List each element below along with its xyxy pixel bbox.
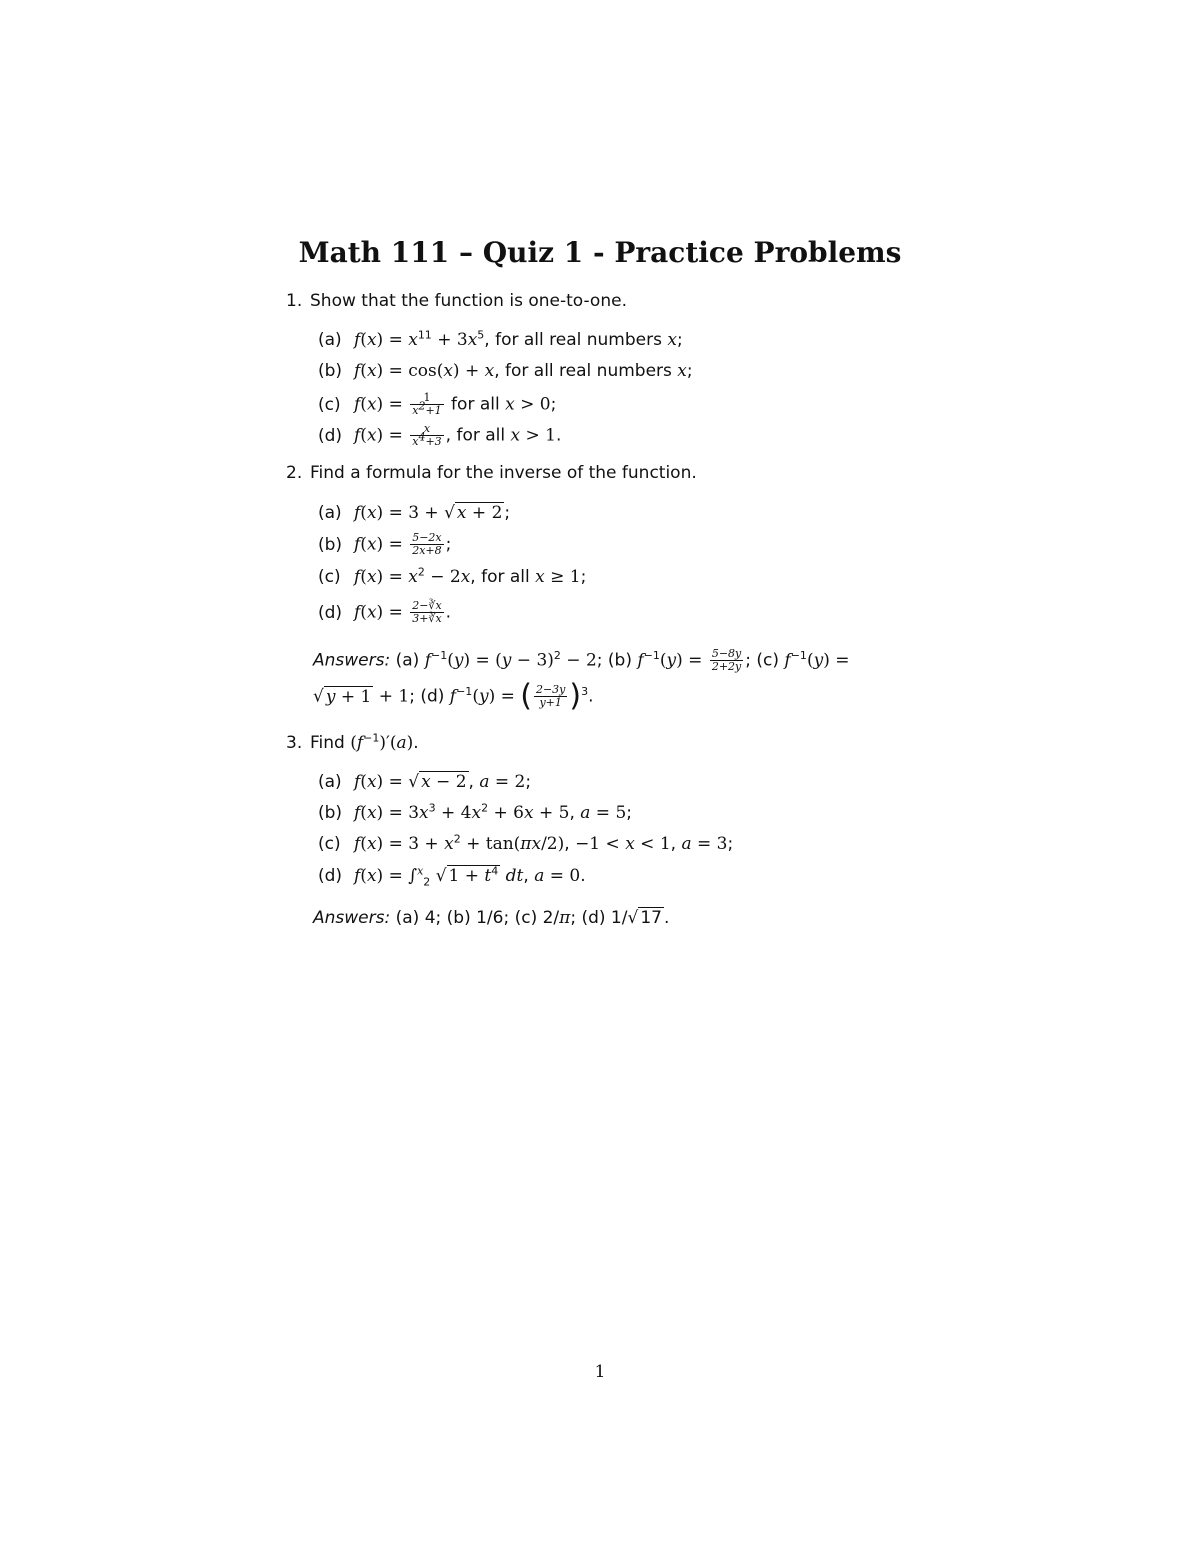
problem-2c: (c) $f(x) = x^2 - 2x$, for all x ≥ 1; xyxy=(318,565,587,587)
problem-2-prompt: 2. Find a formula for the inverse of the function. xyxy=(286,463,697,483)
page-title: Math 111 – Quiz 1 - Practice Problems xyxy=(298,236,902,269)
problem-3b: (b) $f(x) = 3x^3 + 4x^2 + 6x + 5$, a = 5; xyxy=(318,801,632,823)
problem-3a: (a) f(x) = √ x − 2 , a = 2; xyxy=(318,772,532,792)
problem-1c: (c) f(x) = $\frac{1}{x^2+1}$ for all x > 0; xyxy=(318,391,557,417)
problem-3-prompt: 3. Find $(f^{-1})'(a)$. xyxy=(286,731,419,753)
problem-1d: (d) f(x) = $\frac{x}{x^4+3}$ , for all x > 1. xyxy=(318,422,562,448)
problem-2a: (a) f(x) = 3 + √ x + 2 ; xyxy=(318,503,511,523)
problem-1-prompt: 1. Show that the function is one-to-one. xyxy=(286,291,627,311)
problem-2b: (b) f(x) = $\frac{5-2x}{2x+8}$ ; xyxy=(318,531,452,557)
problem-3c: (c) $f(x) = 3 + x^2 + \tan(\pi x/2)$, −1 < x < 1, a = 3; xyxy=(318,832,734,854)
problem-2d: (d) f(x) = $\frac{2-∛x}{3+∛x}$ . xyxy=(318,599,452,625)
problem-1b: (b) f(x) = cos(x) + x, for all real numbers x; xyxy=(318,361,693,381)
page-number: 1 xyxy=(594,1362,606,1382)
problem-3-answers: Answers: (a) 4; (b) 1/6; (c) 2/π; (d) 1/√ 17 . xyxy=(313,908,670,928)
problem-2-answers: Answers: (a) $f^{-1}(y) = (y - 3)^2 - 2$; (b) $f^{-1}(y)$ = $\frac{5-8y}{2+2y}$ ; (c) $f^{-1}(y)$ = xyxy=(313,647,850,673)
problem-3d: (d) f(x) = ∫$^x_2$ √ $1 + t^4$ dt, a = 0. xyxy=(318,864,586,889)
problem-2-answers-cont: √ y + 1 + 1; (d) $f^{-1}(y)$ = ( $\frac{2-3y}{y+1}$ )$^3$. xyxy=(313,678,594,714)
problem-1a: (a) $f(x) = x^{11} + 3x^5$, for all real numbers x; xyxy=(318,328,683,350)
